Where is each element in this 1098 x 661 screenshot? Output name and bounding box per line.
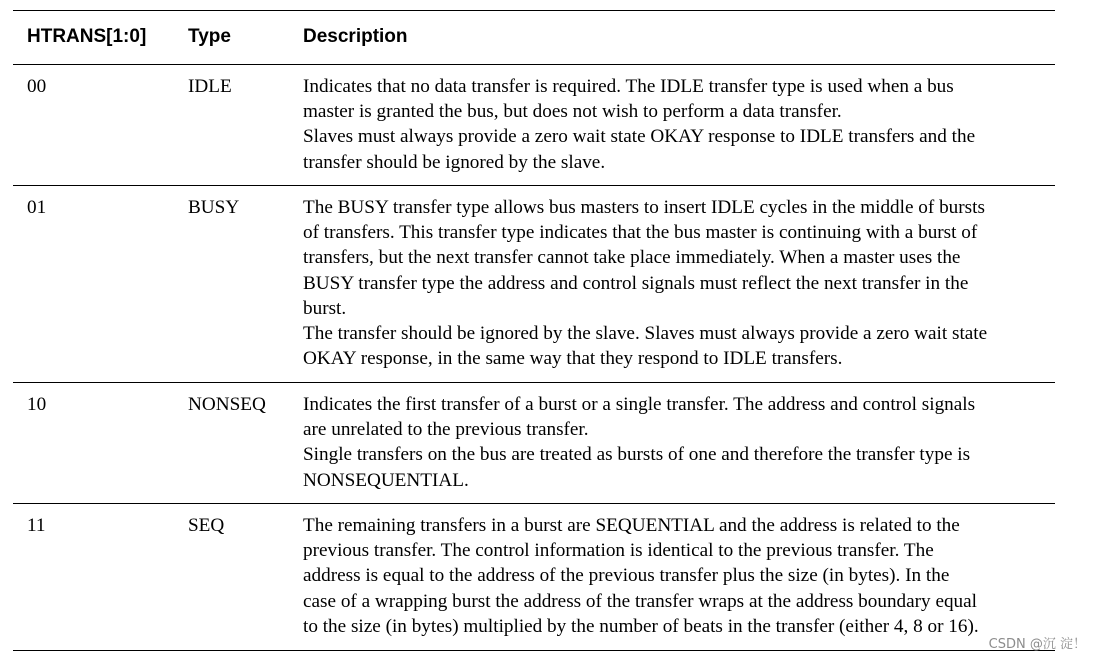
description-line: The remaining transfers in a burst are SEQUENTIAL and the address is related to the (303, 515, 960, 536)
description-line: are unrelated to the previous transfer. (303, 419, 589, 441)
row-code: 00 (27, 76, 47, 97)
header-description: Description (303, 26, 408, 47)
description-line: Indicates that no data transfer is required. The IDLE transfer type is used when a bus (303, 76, 954, 97)
description-line: transfers, but the next transfer cannot take place immediately. When a master uses the (303, 247, 961, 269)
row-description (303, 392, 1055, 493)
description-line: case of a wrapping burst the address of the transfer wraps at the address boundary equal (303, 590, 977, 612)
row-code: 10 (27, 394, 47, 415)
table-row-seq (13, 504, 1055, 650)
row-type: NONSEQ (188, 394, 266, 415)
row-code: 01 (27, 197, 47, 218)
description-line: Indicates the first transfer of a burst or a single transfer. The address and control signals (303, 394, 976, 415)
row-description (303, 513, 1055, 639)
row-description (303, 74, 1055, 175)
table-header-row (13, 11, 1055, 64)
description-line: NONSEQUENTIAL. (303, 469, 469, 491)
description-line: The BUSY transfer type allows bus masters to insert IDLE cycles in the middle of bursts (303, 197, 985, 218)
row-type: SEQ (188, 515, 225, 536)
row-type: IDLE (188, 76, 232, 97)
description-line: previous transfer. The control information is identical to the previous transfer. The (303, 540, 934, 562)
description-line: BUSY transfer type the address and control signals must reflect the next transfer in the (303, 272, 969, 294)
description-line: address is equal to the address of the previous transfer plus the size (in bytes). In the (303, 565, 950, 587)
row-description (303, 195, 1055, 371)
header-htrans: HTRANS[1:0] (27, 26, 147, 47)
description-line: of transfers. This transfer type indicates that the bus master is continuing with a burst of (303, 222, 978, 244)
description-line: Single transfers on the bus are treated as bursts of one and therefore the transfer type is (303, 444, 971, 466)
description-line: to the size (in bytes) multiplied by the number of beats in the transfer (either 4, 8 or 16). (303, 615, 979, 637)
csdn-watermark: CSDN @沉 淀！ (988, 637, 1086, 652)
header-type: Type (188, 26, 231, 47)
htrans-table (13, 10, 1055, 651)
description-line: Slaves must always provide a zero wait state OKAY response to IDLE transfers and the (303, 126, 976, 148)
description-line: The transfer should be ignored by the slave. Slaves must always provide a zero wait state (303, 323, 988, 345)
description-line: transfer should be ignored by the slave. (303, 151, 606, 173)
table-bottom-rule (13, 650, 1055, 651)
table-row-nonseq (13, 383, 1055, 503)
description-line: OKAY response, in the same way that they respond to IDLE transfers. (303, 348, 843, 370)
row-type: BUSY (188, 197, 240, 218)
description-line: burst. (303, 297, 347, 319)
table-row-busy (13, 186, 1055, 382)
description-line: master is granted the bus, but does not wish to perform a data transfer. (303, 101, 842, 123)
table-row-idle (13, 65, 1055, 185)
row-code: 11 (27, 515, 46, 536)
